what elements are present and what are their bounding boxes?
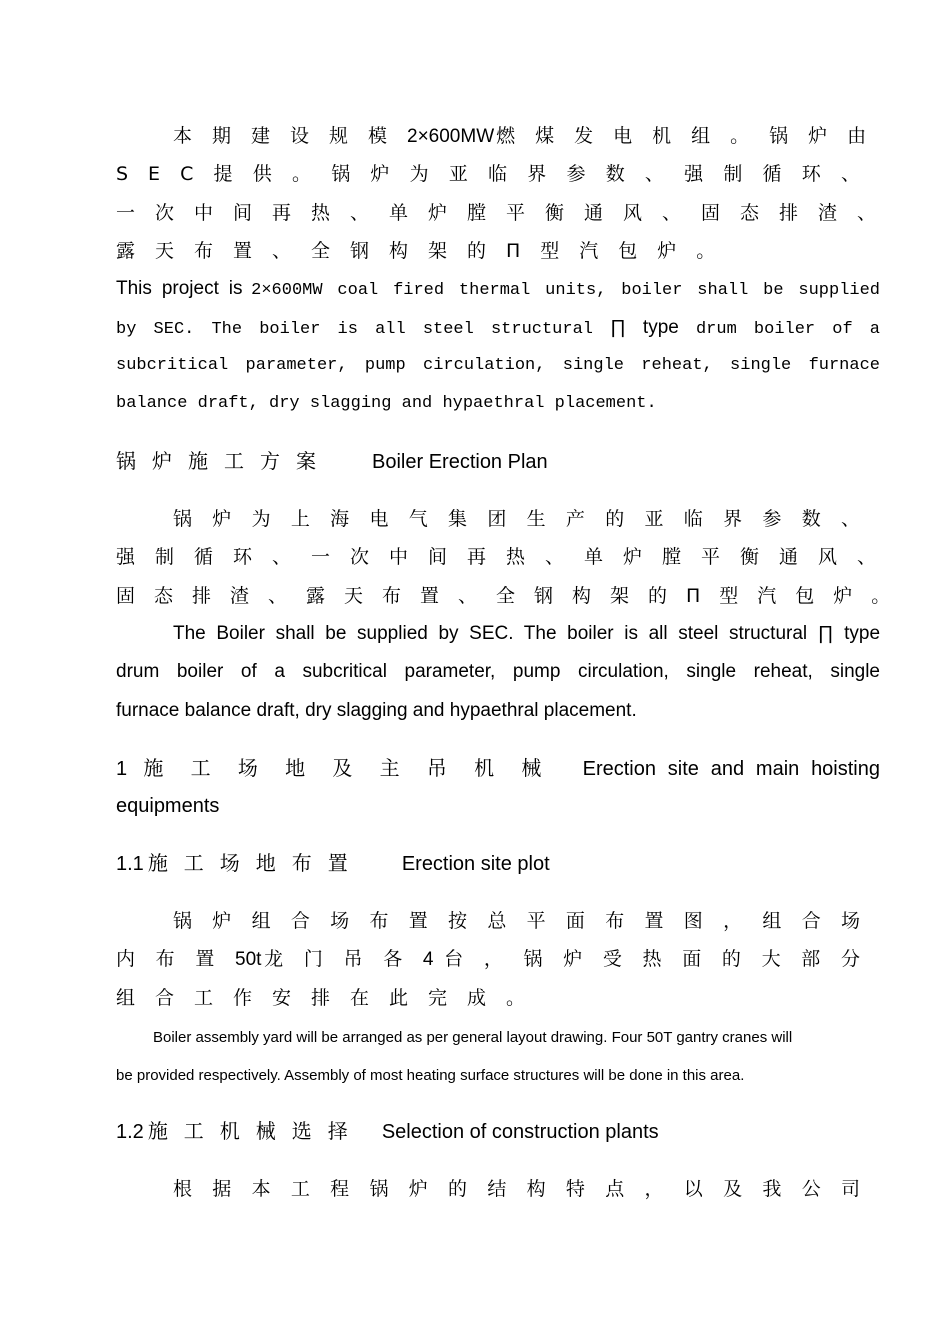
paragraph-2-en-line-1 [173,622,880,650]
heading-cn: 施工机械选择 [147,1119,364,1143]
heading-section-1 [116,756,880,784]
heading-section-1-continued: equipments [116,795,220,817]
text-segment: 龙门吊各 [263,948,423,970]
paragraph-3-cn-line-2 [116,947,880,975]
text-segment: 台，锅炉受热面的大部分 [443,948,880,970]
heading-en: Erection site and main hoisting [582,758,880,780]
heading-cn: 施工场地布置 [147,851,364,875]
paragraph-2-cn-line-3: 固态排渣、露天布置、全钢构架的Π型汽包炉。 [116,585,910,607]
text-segment: The Boiler shall be supplied by SEC. The boiler is all steel structural [173,623,808,644]
paragraph-1-cn-line-2: SEC提供。锅炉为亚临界参数、强制循环、 [116,163,880,185]
section-number: 1 [116,758,128,780]
paragraph-4-cn-line-1: 根据本工程锅炉的结构特点，以及我公司 [173,1178,880,1200]
text-segment: 2×600MW coal fired thermal units, boiler shall be supplied [251,281,881,300]
paragraph-2-en-line-3: furnace balance draft, dry slagging and hypaethral placement. [116,700,637,721]
heading-cn: 锅炉施工方案 [116,449,332,473]
paragraph-3-cn-line-3: 组合工作安排在此完成。 [116,987,546,1009]
paragraph-3-en-line-2: be provided respectively. Assembly of most heating surface structures will be done in this area. [116,1067,745,1084]
heading-en: Selection of construction plants [381,1121,659,1143]
heading-en: Boiler Erection Plan [372,451,548,473]
text-segment: This project is [116,278,243,299]
paragraph-1-en-line-3: subcritical parameter, pump circulation, single reheat, single furnace [116,356,880,375]
section-number: 1.1 [116,853,144,875]
paragraph-1-en-line-2 [116,316,880,344]
heading-section-1-2 [116,1119,880,1147]
paragraph-2-en-line-2: drum boiler of a subcritical parameter, pump circulation, single reheat, single [116,661,880,682]
heading-boiler-erection-plan [116,449,880,477]
paragraph-2-cn-line-2: 强制循环、一次中间再热、单炉膛平衡通风、 [116,546,897,568]
pi-symbol: ∏ [610,317,626,338]
paragraph-3-en-line-1: Boiler assembly yard will be arranged as per general layout drawing. Four 50T gantry cranes will [153,1029,793,1046]
paragraph-2-cn-line-1: 锅炉为上海电气集团生产的亚临界参数、 [173,508,880,530]
paragraph-3-cn-line-1: 锅炉组合场布置按总平面布置图，组合场 [173,910,880,932]
paragraph-1-cn-line-4: 露天布置、全钢构架的Π型汽包炉。 [116,240,736,262]
text-segment: 本期建设规模 [173,125,408,147]
paragraph-1-en-line-1 [116,277,880,305]
text-segment: type [642,317,679,338]
text-segment: by SEC. The boiler is all steel structural [116,320,593,339]
paragraph-1-cn-line-3: 一次中间再热、单炉膛平衡通风、固态排渣、 [116,202,897,224]
heading-cn: 施工场地及主吊机械 [137,756,569,780]
crane-capacity: 50t [235,949,262,970]
heading-section-1-1 [116,851,880,879]
paragraph-1-cn-line-1 [173,124,887,152]
paragraph-1-en-line-4: balance draft, dry slagging and hypaethral placement. [116,394,657,413]
heading-en: Erection site plot [401,853,550,875]
text-segment: 内布置 [116,948,236,970]
section-number: 1.2 [116,1121,144,1143]
capacity-value: 2×600MW [407,126,495,147]
text-segment: type [844,623,881,644]
text-segment: 燃煤发电机组。锅炉由 [496,125,887,147]
pi-symbol: ∏ [817,623,834,644]
crane-count: 4 [422,949,434,970]
text-segment: drum boiler of a [695,320,881,339]
